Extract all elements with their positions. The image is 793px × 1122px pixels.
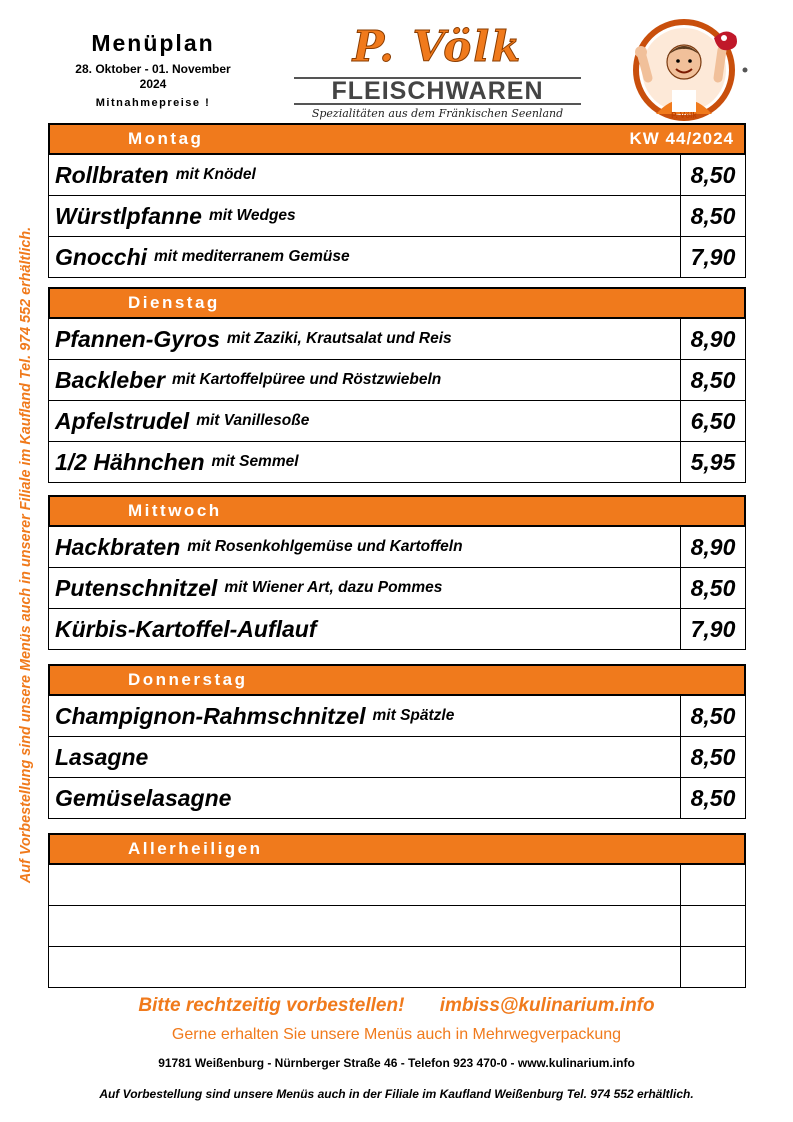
dish-side: mit Wiener Art, dazu Pommes	[224, 579, 443, 596]
logo-band: FLEISCHWAREN	[294, 77, 581, 105]
calendar-week: KW 44/2024	[629, 129, 734, 148]
menu-item	[48, 906, 746, 947]
day-section-donnerstag	[48, 664, 746, 819]
butcher-mascot-icon	[614, 18, 754, 122]
dish-side: mit Spätzle	[372, 707, 455, 724]
dish-side: mit Knödel	[175, 166, 256, 183]
day-name: Dienstag	[128, 293, 220, 312]
address-line: 91781 Weißenburg - Nürnberger Straße 46 - Telefon 923 470-0 - www.kulinarium.info	[158, 1056, 635, 1070]
dish-price: 8,50	[680, 568, 745, 608]
page-title: Menüplan	[91, 30, 215, 56]
dish-price	[680, 906, 745, 946]
dish-name: Kürbis-Kartoffel-Auflauf	[55, 615, 317, 642]
day-header	[48, 664, 746, 696]
menu-item	[48, 196, 746, 237]
dish-side: mit Rosenkohlgemüse und Kartoffeln	[187, 538, 463, 555]
menu-item	[48, 360, 746, 401]
day-header	[48, 833, 746, 865]
day-name: Mittwoch	[128, 501, 222, 520]
day-name: Allerheiligen	[128, 839, 263, 858]
dish-price: 8,50	[680, 778, 745, 818]
brand-logo	[290, 22, 585, 122]
dish-side: mit Zaziki, Krautsalat und Reis	[226, 330, 452, 347]
dish-price	[680, 865, 745, 905]
dish-price: 8,50	[680, 155, 745, 195]
menu-item	[48, 947, 746, 988]
order-note: Bitte rechtzeitig vorbestellen!	[138, 995, 405, 1016]
dish-price: 8,50	[680, 360, 745, 400]
day-name: Montag	[128, 129, 204, 148]
menu-item	[48, 568, 746, 609]
dish-name: Backleber	[55, 366, 165, 393]
dish-name: Putenschnitzel	[55, 574, 218, 601]
day-section-dienstag	[48, 287, 746, 483]
menu-item	[48, 155, 746, 196]
dish-price: 6,50	[680, 401, 745, 441]
dish-side: mit Wedges	[208, 207, 296, 224]
menu-item	[48, 442, 746, 483]
dish-name: Gemüselasagne	[55, 784, 232, 811]
dish-side: mit Semmel	[211, 453, 299, 470]
price-note: Mitnahmepreise !	[95, 97, 211, 109]
email-link[interactable]: imbiss@kulinarium.info	[439, 995, 655, 1016]
logo-name: P. Völk	[352, 22, 523, 71]
mascot-label: P. Völk	[671, 111, 697, 120]
dish-name: Würstlpfanne	[55, 202, 202, 229]
dish-price: 8,50	[680, 196, 745, 236]
menu-item	[48, 737, 746, 778]
dish-side: mit Kartoffelpüree und Röstzwiebeln	[171, 371, 442, 388]
day-header	[48, 287, 746, 319]
dish-price: 8,90	[680, 527, 745, 567]
dish-name: Lasagne	[55, 743, 149, 770]
day-section-montag	[48, 123, 746, 278]
dish-name: Pfannen-Gyros	[55, 325, 220, 352]
dish-name: Champignon-Rahmschnitzel	[55, 702, 366, 729]
dish-side: mit Vanillesoße	[196, 412, 310, 429]
date-range	[48, 62, 258, 92]
day-header	[48, 495, 746, 527]
menu-item	[48, 696, 746, 737]
dish-name: 1/2 Hähnchen	[55, 448, 205, 475]
dish-price: 7,90	[680, 237, 745, 277]
dish-name: Hackbraten	[55, 533, 181, 560]
dish-price: 8,50	[680, 737, 745, 777]
dish-price: 8,50	[680, 696, 745, 736]
dish-name: Gnocchi	[55, 243, 148, 270]
dish-side: mit mediterranem Gemüse	[154, 248, 350, 265]
dish-price: 7,90	[680, 609, 745, 649]
day-section-allerheiligen	[48, 833, 746, 988]
order-line	[0, 995, 793, 1017]
dish-name: Apfelstrudel	[55, 407, 190, 434]
date-year: 2024	[139, 77, 167, 91]
menu-item	[48, 865, 746, 906]
side-note: Auf Vorbestellung sind unsere Menüs auch in unserer Filiale im Kaufland Tel. 974 552 erhältlich.	[18, 226, 34, 884]
menu-item	[48, 237, 746, 278]
date-range-text: 28. Oktober - 01. November	[75, 62, 231, 76]
day-name: Donnerstag	[128, 670, 248, 689]
reusable-note: Gerne erhalten Sie unsere Menüs auch in Mehrwegverpackung	[171, 1026, 622, 1043]
dish-price	[680, 947, 745, 987]
menu-item	[48, 401, 746, 442]
menu-item	[48, 778, 746, 819]
day-header	[48, 123, 746, 155]
dish-price: 8,90	[680, 319, 745, 359]
dish-price: 5,95	[680, 442, 745, 482]
kaufland-note: Auf Vorbestellung sind unsere Menüs auch in der Filiale im Kaufland Weißenburg Tel. 974 552 erhältlich.	[99, 1087, 694, 1101]
menu-item	[48, 609, 746, 650]
menu-item	[48, 527, 746, 568]
menu-item	[48, 319, 746, 360]
day-section-mittwoch	[48, 495, 746, 650]
logo-subtitle: Spezialitäten aus dem Fränkischen Seenland	[311, 107, 564, 120]
dish-name: Rollbraten	[55, 161, 169, 188]
